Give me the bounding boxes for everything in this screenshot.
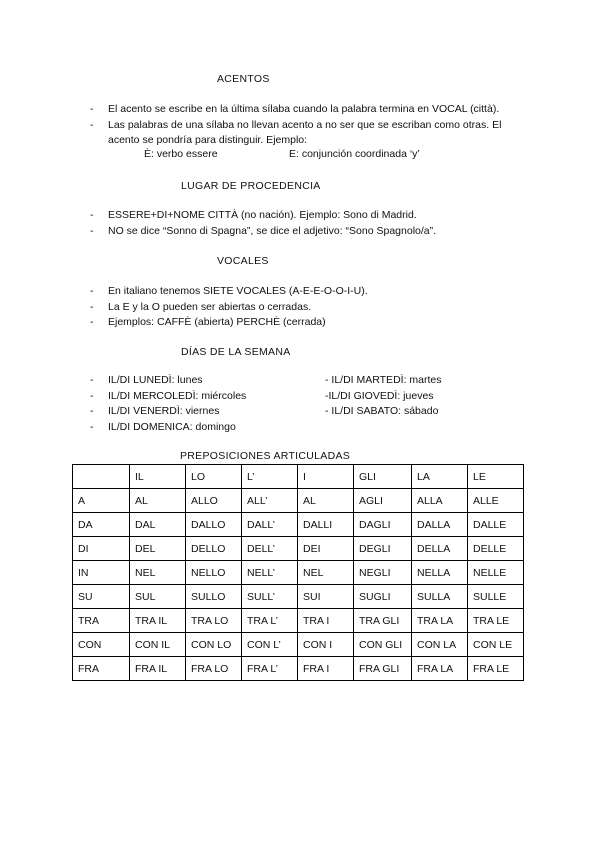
table-cell: NEGLI <box>354 561 412 585</box>
day-sunday: - IL/DI DOMENICA: domingo <box>90 420 236 436</box>
example-e-accent: È: verbo essere <box>144 148 218 160</box>
table-row <box>73 537 524 561</box>
table-cell: DELLO <box>186 537 242 561</box>
table-cell: DAL <box>130 513 186 537</box>
table-cell: FRA IL <box>130 657 186 681</box>
table-row <box>73 657 524 681</box>
table-row <box>73 561 524 585</box>
table-cell: CON LO <box>186 633 242 657</box>
table-cell: CON <box>73 633 130 657</box>
table-header-cell: I <box>298 465 354 489</box>
table-cell: DAGLI <box>354 513 412 537</box>
table-cell: TRA <box>73 609 130 633</box>
table-header-cell: GLI <box>354 465 412 489</box>
table-cell: CON IL <box>130 633 186 657</box>
vocales-list <box>90 284 530 331</box>
table-cell: NELLE <box>468 561 524 585</box>
table-cell: TRA LA <box>412 609 468 633</box>
days-list <box>90 373 510 435</box>
list-item: - NO se dice “Sonno di Spagna”, se dice el adjetivo: “Sono Spagnolo/a”. <box>90 224 530 240</box>
table-cell: DALLE <box>468 513 524 537</box>
table-cell: IN <box>73 561 130 585</box>
list-item: - La E y la O pueden ser abiertas o cerradas. <box>90 300 530 316</box>
table-cell: FRA GLI <box>354 657 412 681</box>
table-cell: A <box>73 489 130 513</box>
table-cell: FRA <box>73 657 130 681</box>
list-item: - ESSERE+DI+NOME CITTÀ (no nación). Ejemplo: Sono di Madrid. <box>90 208 530 224</box>
table-cell: DALLA <box>412 513 468 537</box>
table-cell: ALL’ <box>242 489 298 513</box>
list-item: - En italiano tenemos SIETE VOCALES (A-E-E-O-O-I-U). <box>90 284 530 300</box>
table-row <box>73 585 524 609</box>
table-cell: NELLA <box>412 561 468 585</box>
preposiciones-heading: PREPOSICIONES ARTICULADAS <box>180 450 351 462</box>
table-row <box>73 489 524 513</box>
vocales-heading: VOCALES <box>217 255 269 267</box>
table-cell: TRA LO <box>186 609 242 633</box>
table-header-cell: IL <box>130 465 186 489</box>
table-cell: ALLE <box>468 489 524 513</box>
table-header-cell: LA <box>412 465 468 489</box>
table-cell: SULLA <box>412 585 468 609</box>
table-cell: TRA I <box>298 609 354 633</box>
table-row <box>73 609 524 633</box>
table-cell: FRA LO <box>186 657 242 681</box>
table-header-cell: LO <box>186 465 242 489</box>
table-cell: SUI <box>298 585 354 609</box>
list-item: - El acento se escribe en la última sílaba cuando la palabra termina en VOCAL (città). <box>90 102 530 118</box>
table-cell: DALL’ <box>242 513 298 537</box>
table-row <box>73 633 524 657</box>
dias-heading: DÍAS DE LA SEMANA <box>181 346 291 358</box>
table-cell: DELLA <box>412 537 468 561</box>
procedencia-heading: LUGAR DE PROCEDENCIA <box>181 180 321 192</box>
table-cell: SULLO <box>186 585 242 609</box>
table-cell: CON L’ <box>242 633 298 657</box>
table-cell: CON I <box>298 633 354 657</box>
day-friday: - IL/DI VENERDÌ: viernes <box>90 404 219 420</box>
table-header-cell: L’ <box>242 465 298 489</box>
table-cell: CON LE <box>468 633 524 657</box>
day-wednesday: - IL/DI MERCOLEDÌ: miércoles <box>90 389 246 405</box>
table-cell: FRA LE <box>468 657 524 681</box>
table-header-cell <box>73 465 130 489</box>
table-cell: NELL’ <box>242 561 298 585</box>
table-cell: DALLI <box>298 513 354 537</box>
table-cell: TRA L’ <box>242 609 298 633</box>
example-e-plain: E: conjunción coordinada ‘y’ <box>289 148 420 160</box>
table-cell: CON LA <box>412 633 468 657</box>
day-thursday: -IL/DI GIOVEDÌ: jueves <box>325 389 434 402</box>
prepositions-table <box>72 464 524 681</box>
table-cell: DALLO <box>186 513 242 537</box>
day-monday: - IL/DI LUNEDÌ: lunes <box>90 373 203 389</box>
table-cell: SULLE <box>468 585 524 609</box>
table-cell: NELLO <box>186 561 242 585</box>
table-cell: DEL <box>130 537 186 561</box>
table-cell: SULL’ <box>242 585 298 609</box>
table-cell: FRA LA <box>412 657 468 681</box>
table-cell: ALLA <box>412 489 468 513</box>
table-cell: NEL <box>298 561 354 585</box>
procedencia-list <box>90 208 530 239</box>
day-saturday: - IL/DI SABATO: sábado <box>325 405 439 417</box>
table-cell: SUGLI <box>354 585 412 609</box>
list-item: - Las palabras de una sílaba no llevan acento a no ser que se escriban como otras. El acento se pondría para distinguir. Ejemplo: <box>90 118 530 149</box>
table-cell: DELLE <box>468 537 524 561</box>
table-cell: FRA I <box>298 657 354 681</box>
table-cell: AL <box>298 489 354 513</box>
table-cell: DI <box>73 537 130 561</box>
table-header-row <box>73 465 524 489</box>
acentos-list <box>90 102 530 149</box>
table-cell: SU <box>73 585 130 609</box>
table-cell: TRA LE <box>468 609 524 633</box>
table-cell: AL <box>130 489 186 513</box>
table-cell: TRA IL <box>130 609 186 633</box>
table-cell: AGLI <box>354 489 412 513</box>
table-cell: DEGLI <box>354 537 412 561</box>
table-cell: SUL <box>130 585 186 609</box>
table-cell: DELL’ <box>242 537 298 561</box>
table-row <box>73 513 524 537</box>
table-cell: ALLO <box>186 489 242 513</box>
table-cell: CON GLI <box>354 633 412 657</box>
table-cell: FRA L’ <box>242 657 298 681</box>
table-cell: TRA GLI <box>354 609 412 633</box>
day-tuesday: - IL/DI MARTEDÌ: martes <box>325 374 442 386</box>
table-cell: NEL <box>130 561 186 585</box>
table-cell: DEI <box>298 537 354 561</box>
table-cell: DA <box>73 513 130 537</box>
table-header-cell: LE <box>468 465 524 489</box>
list-item: - Ejemplos: CAFFÈ (abierta) PERCHÈ (cerrada) <box>90 315 530 331</box>
acentos-heading: ACENTOS <box>217 73 270 85</box>
